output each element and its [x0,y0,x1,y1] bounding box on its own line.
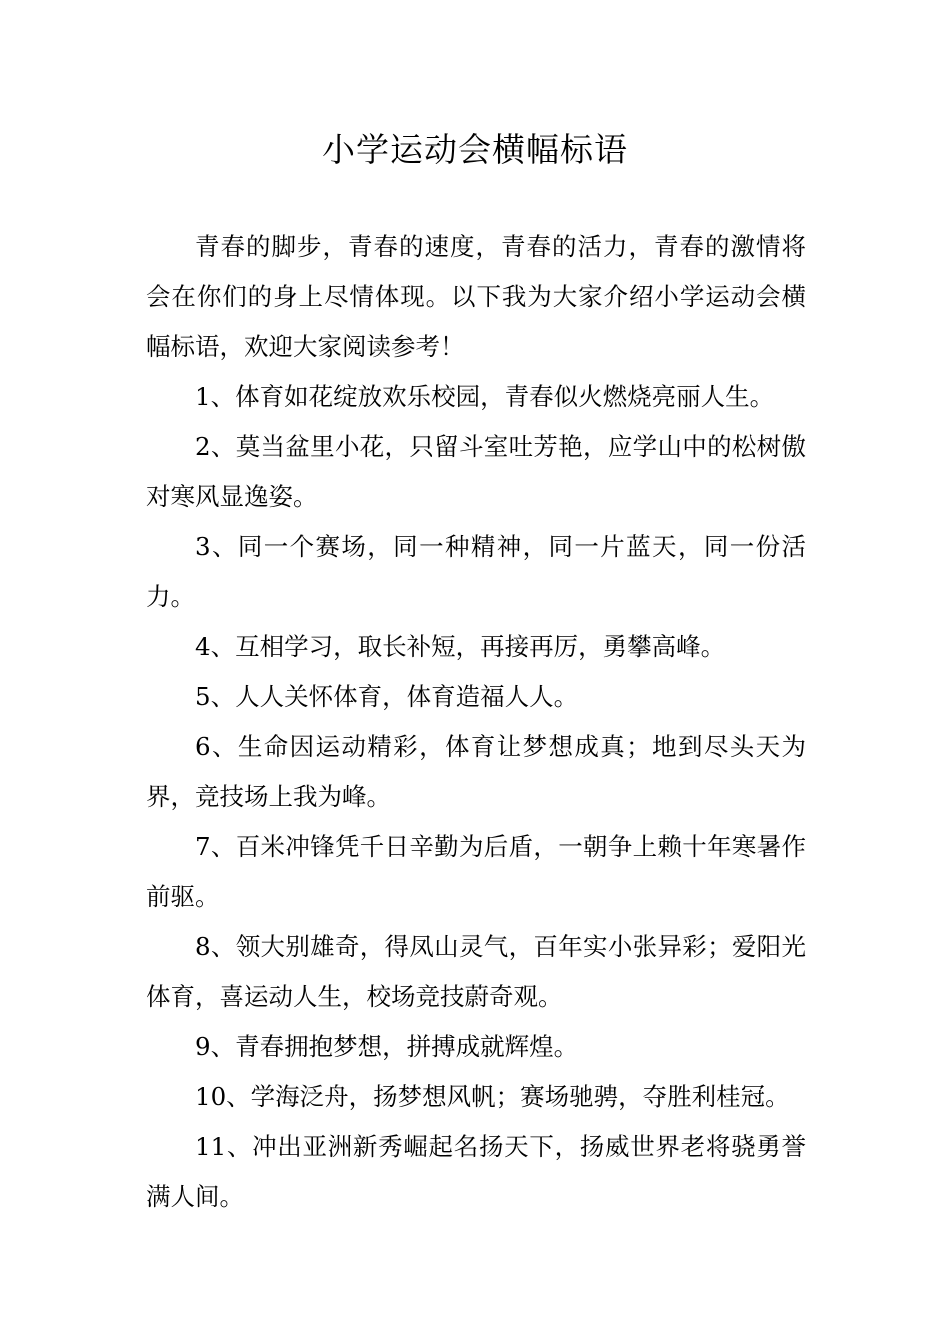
slogan-item-11: 11、冲出亚洲新秀崛起名扬天下，扬威世界老将骁勇誉满人间。 [146,1132,806,1211]
document-body [146,222,806,1222]
slogan-item-1: 1、体育如花绽放欢乐校园，青春似火燃烧亮丽人生。 [195,382,775,411]
slogan-item-3: 3、同一个赛场，同一种精神，同一片蓝天，同一份活力。 [146,532,806,611]
slogan-item-6: 6、生命因运动精彩，体育让梦想成真；地到尽头天为界，竞技场上我为峰。 [146,732,806,811]
slogan-item-2: 2、莫当盆里小花，只留斗室吐芳艳，应学山中的松树傲对寒风显逸姿。 [146,432,806,511]
slogan-item-9: 9、青春拥抱梦想，拼搏成就辉煌。 [195,1032,579,1061]
slogan-item-10: 10、学海泛舟，扬梦想风帆；赛场驰骋，夺胜利桂冠。 [195,1082,790,1111]
page-title: 小学运动会横幅标语 [322,130,628,169]
intro-paragraph: 青春的脚步，青春的速度，青春的活力，青春的激情将会在你们的身上尽情体现。以下我为大家介绍小学运动会横幅标语，欢迎大家阅读参考！ [146,232,806,361]
slogan-item-5: 5、人人关怀体育，体育造福人人。 [195,682,579,711]
slogan-item-7: 7、百米冲锋凭千日辛勤为后盾，一朝争上赖十年寒暑作前驱。 [146,832,806,911]
slogan-item-4: 4、互相学习，取长补短，再接再厉，勇攀高峰。 [195,632,726,661]
slogan-item-8: 8、领大别雄奇，得凤山灵气，百年实小张异彩；爱阳光体育，喜运动人生，校场竞技蔚奇观。 [146,932,806,1011]
